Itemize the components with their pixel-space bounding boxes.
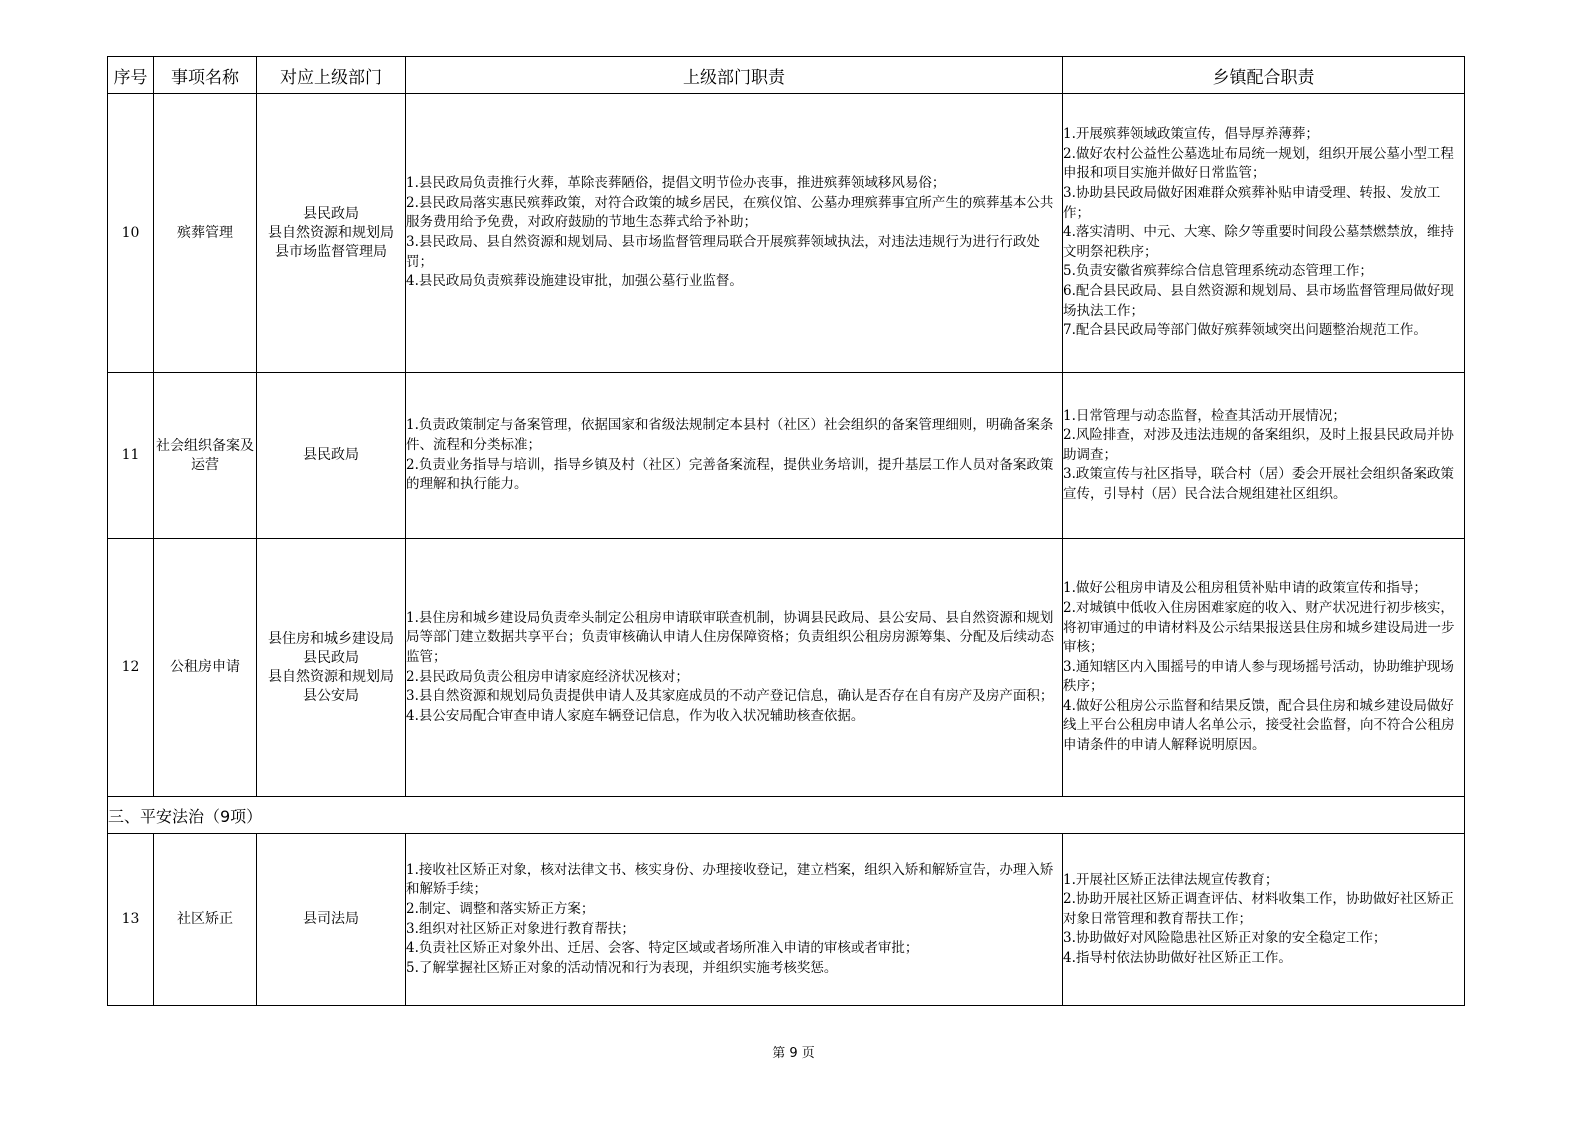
duty-line: 3.政策宣传与社区指导，联合村（居）委会开展社会组织备案政策宣传，引导村（居）民合法合规组建社区组织。 — [1063, 466, 1454, 502]
item-name: 殡葬管理 — [154, 94, 257, 373]
dept-line: 县民政局 — [303, 205, 359, 222]
upper-duties — [406, 94, 1063, 373]
duty-line: 3.协助做好对风险隐患社区矫正对象的安全稳定工作； — [1063, 930, 1387, 947]
header-upper-dept: 对应上级部门 — [257, 57, 406, 94]
duty-line: 1.日常管理与动态监督，检查其活动开展情况； — [1063, 407, 1346, 424]
item-name: 社会组织备案及运营 — [154, 373, 257, 539]
duty-line: 4.做好公租房公示监督和结果反馈，配合县住房和城乡建设局做好线上平台公租房申请人名单公示，接受社会监督，向不符合公租房申请条件的申请人解释说明原因。 — [1063, 697, 1455, 754]
row-number: 12 — [108, 539, 154, 797]
town-duties — [1063, 539, 1465, 797]
duty-line: 3.通知辖区内入围摇号的申请人参与现场摇号活动，协助维护现场秩序； — [1063, 658, 1454, 695]
duty-line: 1.县民政局负责推行火葬，革除丧葬陋俗，提倡文明节俭办丧事，推进殡葬领域移风易俗； — [406, 175, 946, 192]
dept-line: 县公安局 — [303, 687, 359, 704]
duty-line: 2.风险排查，对涉及违法违规的备案组织，及时上报县民政局并协助调查； — [1063, 427, 1454, 463]
duty-line: 6.配合县民政局、县自然资源和规划局、县市场监督管理局做好现场执法工作； — [1063, 282, 1454, 319]
duty-line: 1.开展社区矫正法律法规宣传教育； — [1063, 871, 1279, 888]
duty-line: 2.负责业务指导与培训，指导乡镇及村（社区）完善备案流程，提供业务培训，提升基层工作人员对备案政策的理解和执行能力。 — [406, 456, 1054, 493]
duty-line: 3.组织对社区矫正对象进行教育帮扶； — [406, 920, 635, 937]
upper-duties — [406, 539, 1063, 797]
header-town-duties: 乡镇配合职责 — [1063, 57, 1465, 94]
duty-line: 2.制定、调整和落实矫正方案； — [406, 900, 595, 917]
duty-line: 2.县民政局负责公租房申请家庭经济状况核对； — [406, 668, 689, 685]
row-number: 11 — [108, 373, 154, 539]
town-duties — [1063, 94, 1465, 373]
duty-line: 3.县民政局、县自然资源和规划局、县市场监督管理局联合开展殡葬领域执法，对违法违规行为进行行政处罚； — [406, 234, 1040, 270]
duty-line: 1.做好公租房申请及公租房租赁补贴申请的政策宣传和指导； — [1063, 580, 1427, 597]
town-duties — [1063, 834, 1465, 1006]
upper-dept-list — [257, 539, 406, 797]
duty-line: 1.接收社区矫正对象，核对法律文书、核实身份、办理接收登记，建立档案，组织入矫和解矫宣告，办理入矫和解矫手续； — [406, 861, 1054, 898]
duty-line: 2.对城镇中低收入住房困难家庭的收入、财产状况进行初步核实，将初审通过的申请材料及公示结果报送县住房和城乡建设局进一步审核； — [1063, 599, 1455, 656]
duty-line: 3.县自然资源和规划局负责提供申请人及其家庭成员的不动产登记信息，确认是否存在自有房产及房产面积； — [406, 688, 1054, 705]
duty-table-sheet — [107, 56, 1464, 1006]
table-row — [108, 539, 1465, 797]
upper-dept-list — [257, 94, 406, 373]
duty-line: 4.负责社区矫正对象外出、迁居、会客、特定区域或者场所准入申请的审核或者审批； — [406, 940, 919, 957]
duty-line: 5.负责安徽省殡葬综合信息管理系统动态管理工作； — [1063, 263, 1373, 280]
row-number: 10 — [108, 94, 154, 373]
section-title: 三、平安法治（9项） — [108, 797, 1465, 834]
dept-line: 县司法局 — [303, 911, 359, 927]
dept-line: 县自然资源和规划局 — [268, 668, 394, 685]
dept-line: 县住房和城乡建设局 — [268, 630, 394, 647]
duty-line: 1.开展殡葬领域政策宣传，倡导厚养薄葬； — [1063, 126, 1319, 143]
duty-line: 2.县民政局落实惠民殡葬政策，对符合政策的城乡居民，在殡仪馆、公墓办理殡葬事宜所产生的殡葬基本公共服务费用给予免费，对政府鼓励的节地生态葬式给予补助； — [406, 194, 1054, 231]
header-upper-duties: 上级部门职责 — [406, 57, 1063, 94]
duty-line: 2.协助开展社区矫正调查评估、材料收集工作，协助做好社区矫正对象日常管理和教育帮扶工作； — [1063, 891, 1454, 927]
dept-line: 县自然资源和规划局 — [268, 224, 394, 241]
table-row — [108, 373, 1465, 539]
table-row — [108, 834, 1465, 1006]
duty-line: 4.县民政局负责殡葬设施建设审批，加强公墓行业监督。 — [406, 273, 743, 290]
upper-duties — [406, 834, 1063, 1006]
duty-line: 1.负责政策制定与备案管理，依据国家和省级法规制定本县村（社区）社会组织的备案管理细则，明确备案条件、流程和分类标准； — [406, 417, 1054, 453]
item-name: 公租房申请 — [154, 539, 257, 797]
duty-line: 4.指导村依法协助做好社区矫正工作。 — [1063, 949, 1292, 966]
duty-line: 4.落实清明、中元、大寒、除夕等重要时间段公墓禁燃禁放，维持文明祭祀秩序； — [1063, 224, 1454, 260]
town-duties — [1063, 373, 1465, 539]
dept-line: 县市场监督管理局 — [275, 243, 387, 260]
duty-line: 5.了解掌握社区矫正对象的活动情况和行为表现，并组织实施考核奖惩。 — [406, 959, 838, 976]
header-index: 序号 — [108, 57, 154, 94]
page-number: 第 9 页 — [772, 1046, 815, 1061]
row-number: 13 — [108, 834, 154, 1006]
upper-dept-list — [257, 373, 406, 539]
duty-line: 1.县住房和城乡建设局负责牵头制定公租房申请联审联查机制，协调县民政局、县公安局、县自然资源和规划局等部门建立数据共享平台；负责审核确认申请人住房保障资格；负责组织公租房房源筹集、分配及后续动态监管； — [406, 609, 1054, 665]
duty-line: 4.县公安局配合审查申请人家庭车辆登记信息，作为收入状况辅助核查依据。 — [406, 707, 865, 724]
upper-dept-list — [257, 834, 406, 1006]
header-item-name: 事项名称 — [154, 57, 257, 94]
duty-line: 2.做好农村公益性公墓选址布局统一规划，组织开展公墓小型工程申报和项目实施并做好日常监管； — [1063, 145, 1454, 182]
duty-line: 3.协助县民政局做好困难群众殡葬补贴申请受理、转报、发放工作； — [1063, 185, 1441, 221]
duty-table — [107, 56, 1465, 1006]
dept-line: 县民政局 — [303, 649, 359, 666]
upper-duties — [406, 373, 1063, 539]
duty-line: 7.配合县民政局等部门做好殡葬领域突出问题整治规范工作。 — [1063, 322, 1427, 339]
dept-line: 县民政局 — [303, 447, 359, 463]
section-row — [108, 797, 1465, 834]
item-name: 社区矫正 — [154, 834, 257, 1006]
table-header-row — [108, 57, 1465, 94]
table-row — [108, 94, 1465, 373]
